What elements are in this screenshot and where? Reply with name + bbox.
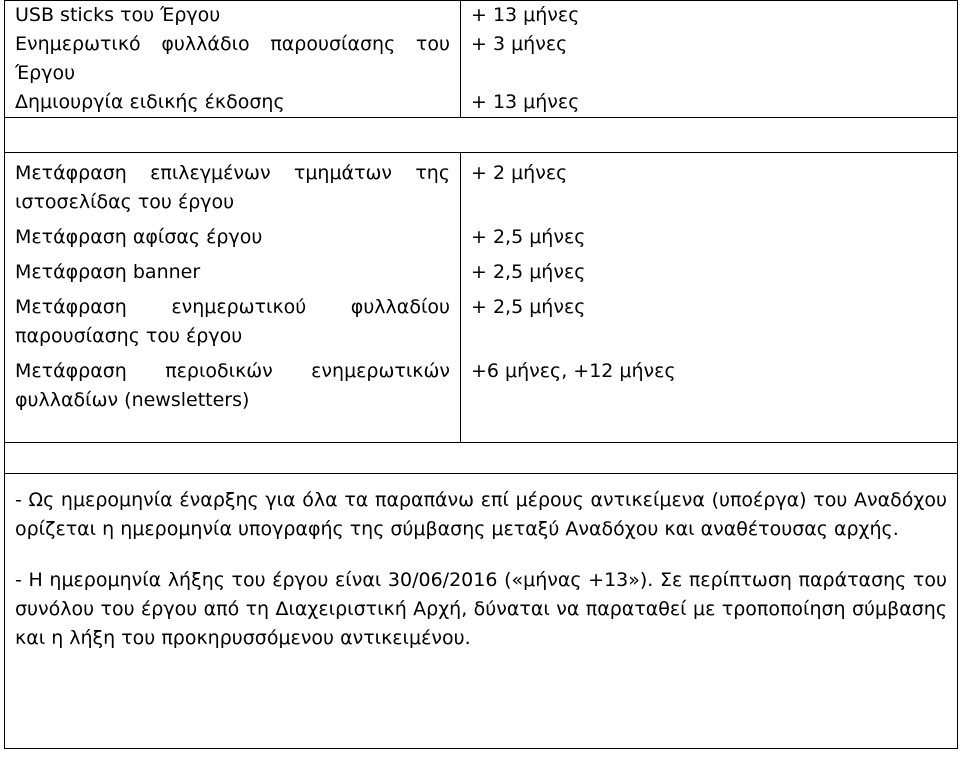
deliverable-special-edition: Δημιουργία ειδικής έκδοσης: [15, 91, 285, 113]
translation-durations-cell: [461, 153, 958, 443]
duration-usb-sticks: + 13 μήνες: [471, 4, 580, 26]
duration-newsletters: +6 μήνες, +12 μήνες: [471, 360, 676, 382]
note-start-date: - Ως ημερομηνία έναρξης για όλα τα παραπάνω επί μέρους αντικείμενα (υποέργα) του Αναδόχου ορίζεται η ημερομηνία υπογραφής της σύμβασης μεταξύ Αναδόχου και αναθέτουσας αρχής.: [15, 489, 947, 540]
translation-leaflet-line2: παρουσίασης του έργου: [15, 325, 243, 347]
deliverable-leaflet-line1: Ενημερωτικό φυλλάδιο παρουσίασης του: [15, 33, 450, 55]
table-row-empty: [5, 443, 958, 474]
empty-cell: [5, 443, 958, 474]
translation-website-line2: ιστοσελίδας του έργου: [15, 191, 235, 213]
table-row: [5, 1, 958, 118]
duration-leaflet: + 3 μήνες: [471, 33, 568, 55]
note-end-date: - Η ημερομηνία λήξης του έργου είναι 30/06/2016 («μήνας +13»). Σε περίπτωση παράτασης του συνόλου του έργου από τη Διαχειριστική Αρχή, δύναται να παραταθεί με τροποποίηση σύμβασης και η λήξη του προκηρυσσόμενου αντικειμένου.: [15, 569, 947, 649]
translation-newsletters-line1: Μετάφραση περιοδικών ενημερωτικών: [15, 360, 450, 382]
deliverable-leaflet-line2: Έργου: [15, 62, 76, 84]
notes-cell: [5, 474, 958, 749]
empty-cell: [5, 118, 958, 153]
translation-leaflet-line1: Μετάφραση ενημερωτικού φυλλαδίου: [15, 296, 450, 318]
duration-website: + 2 μήνες: [471, 162, 568, 184]
duration-poster: + 2,5 μήνες: [471, 226, 586, 248]
translation-website-line1: Μετάφραση επιλεγμένων τμημάτων της: [15, 162, 450, 184]
deliverables-cell: [5, 1, 461, 118]
table-row: [5, 153, 958, 443]
translations-cell: [5, 153, 461, 443]
table-row-notes: [5, 474, 958, 749]
translation-poster: Μετάφραση αφίσας έργου: [15, 226, 263, 248]
translation-banner: Μετάφραση banner: [15, 261, 201, 283]
translation-newsletters-line2: φυλλαδίων (newsletters): [15, 389, 250, 411]
duration-leaflet-translation: + 2,5 μήνες: [471, 296, 586, 318]
schedule-table: [4, 0, 958, 749]
duration-banner: + 2,5 μήνες: [471, 261, 586, 283]
table-row-empty: [5, 118, 958, 153]
duration-special-edition: + 13 μήνες: [471, 91, 580, 113]
durations-cell: [461, 1, 958, 118]
deliverable-usb-sticks: USB sticks του Έργου: [15, 4, 221, 26]
